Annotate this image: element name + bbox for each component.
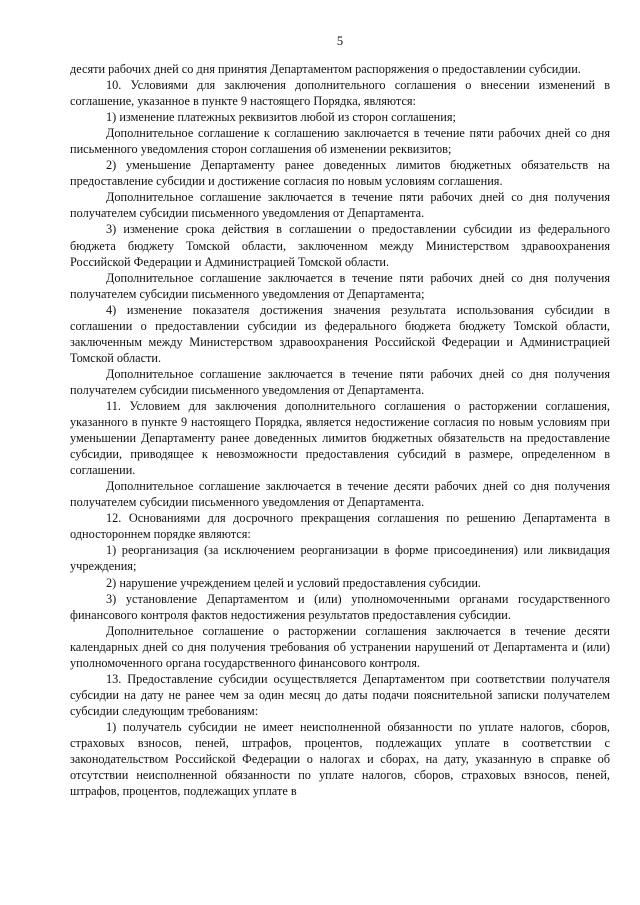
- paragraph: Дополнительное соглашение к соглашению заключается в течение пяти рабочих дней со дня письменного уведомления сторон соглашения об изменении реквизитов;: [70, 126, 610, 157]
- page-number: 5: [336, 34, 344, 48]
- paragraph: 13. Предоставление субсидии осуществляется Департаментом при соответствии получателя субсидии на дату не ранее чем за один месяц до даты подачи пояснительной записки получателем субсидии следующим требованиям:: [70, 671, 610, 718]
- paragraph: десяти рабочих дней со дня принятия Департаментом распоряжения о предоставлении субсидии.: [70, 62, 581, 76]
- paragraph: Дополнительное соглашение о расторжении соглашения заключается в течение десяти календарных дней со дня получения требования об устранении нарушений от Департамента и (или) уполномоченного органа государственного финансового контроля.: [70, 623, 610, 670]
- paragraph: 1) изменение платежных реквизитов любой из сторон соглашения;: [106, 110, 456, 125]
- paragraph: 1) реорганизация (за исключением реорганизации в форме присоединения) или ликвидация учреждения;: [70, 543, 610, 574]
- paragraph: Дополнительное соглашение заключается в течение пяти рабочих дней со дня получения получателем субсидии письменного уведомления от Департамента;: [70, 270, 610, 301]
- paragraph: 12. Основаниями для досрочного прекращения соглашения по решению Департамента в одностороннем порядке являются:: [70, 511, 610, 542]
- paragraph: 2) уменьшение Департаменту ранее доведенных лимитов бюджетных обязательств на предоставление субсидии и достижение согласия по новым условиям соглашения.: [70, 158, 610, 189]
- paragraph: Дополнительное соглашение заключается в течение пяти рабочих дней со дня получения получателем субсидии письменного уведомления от Департамента.: [70, 366, 610, 397]
- paragraph: 1) получатель субсидии не имеет неисполненной обязанности по уплате налогов, сборов, страховых взносов, пеней, штрафов, процентов, подлежащих уплате в соответствии с законодательством Российской Федерации о налогах и сборах, на дату, указанную в справке об отсутствии неисполненной обязанности по уплате налогов, сборов, страховых взносов, пеней, штрафов, процентов, подлежащих уплате в: [70, 719, 610, 799]
- paragraph: 2) нарушение учреждением целей и условий предоставления субсидии.: [106, 575, 481, 590]
- paragraph: Дополнительное соглашение заключается в течение десяти рабочих дней со дня получения получателем субсидии письменного уведомления от Департамента.: [70, 479, 610, 510]
- paragraph: 3) установление Департаментом и (или) уполномоченными органами государственного финансового контроля фактов недостижения результатов предоставления субсидии.: [70, 591, 610, 622]
- paragraph: Дополнительное соглашение заключается в течение пяти рабочих дней со дня получения получателем субсидии письменного уведомления от Департамента.: [70, 190, 610, 221]
- paragraph: 11. Условием для заключения дополнительного соглашения о расторжении соглашения, указанного в пункте 9 настоящего Порядка, является недостижение согласия по новым условиям при уменьшении Департаменту ранее доведенных лимитов бюджетных обязательств на предоставление субсидии, приводящее к невозможности предоставления субсидий в размере, определенном в соглашении.: [70, 398, 610, 478]
- paragraph: 4) изменение показателя достижения значения результата использования субсидии в соглашении о предоставлении субсидии из федерального бюджета бюджету Томской области, заключенным между Министерством здравоохранения Российской Федерации и Администрацией Томской области.: [70, 302, 610, 365]
- paragraph: 3) изменение срока действия в соглашении о предоставлении субсидии из федерального бюджета бюджету Томской области, заключенном между Министерством здравоохранения Российской Федерации и Администрацией Томской области.: [70, 222, 610, 269]
- paragraph: 10. Условиями для заключения дополнительного соглашения о внесении изменений в соглашение, указанное в пункте 9 настоящего Порядка, являются:: [70, 78, 610, 109]
- document-body: [70, 61, 610, 799]
